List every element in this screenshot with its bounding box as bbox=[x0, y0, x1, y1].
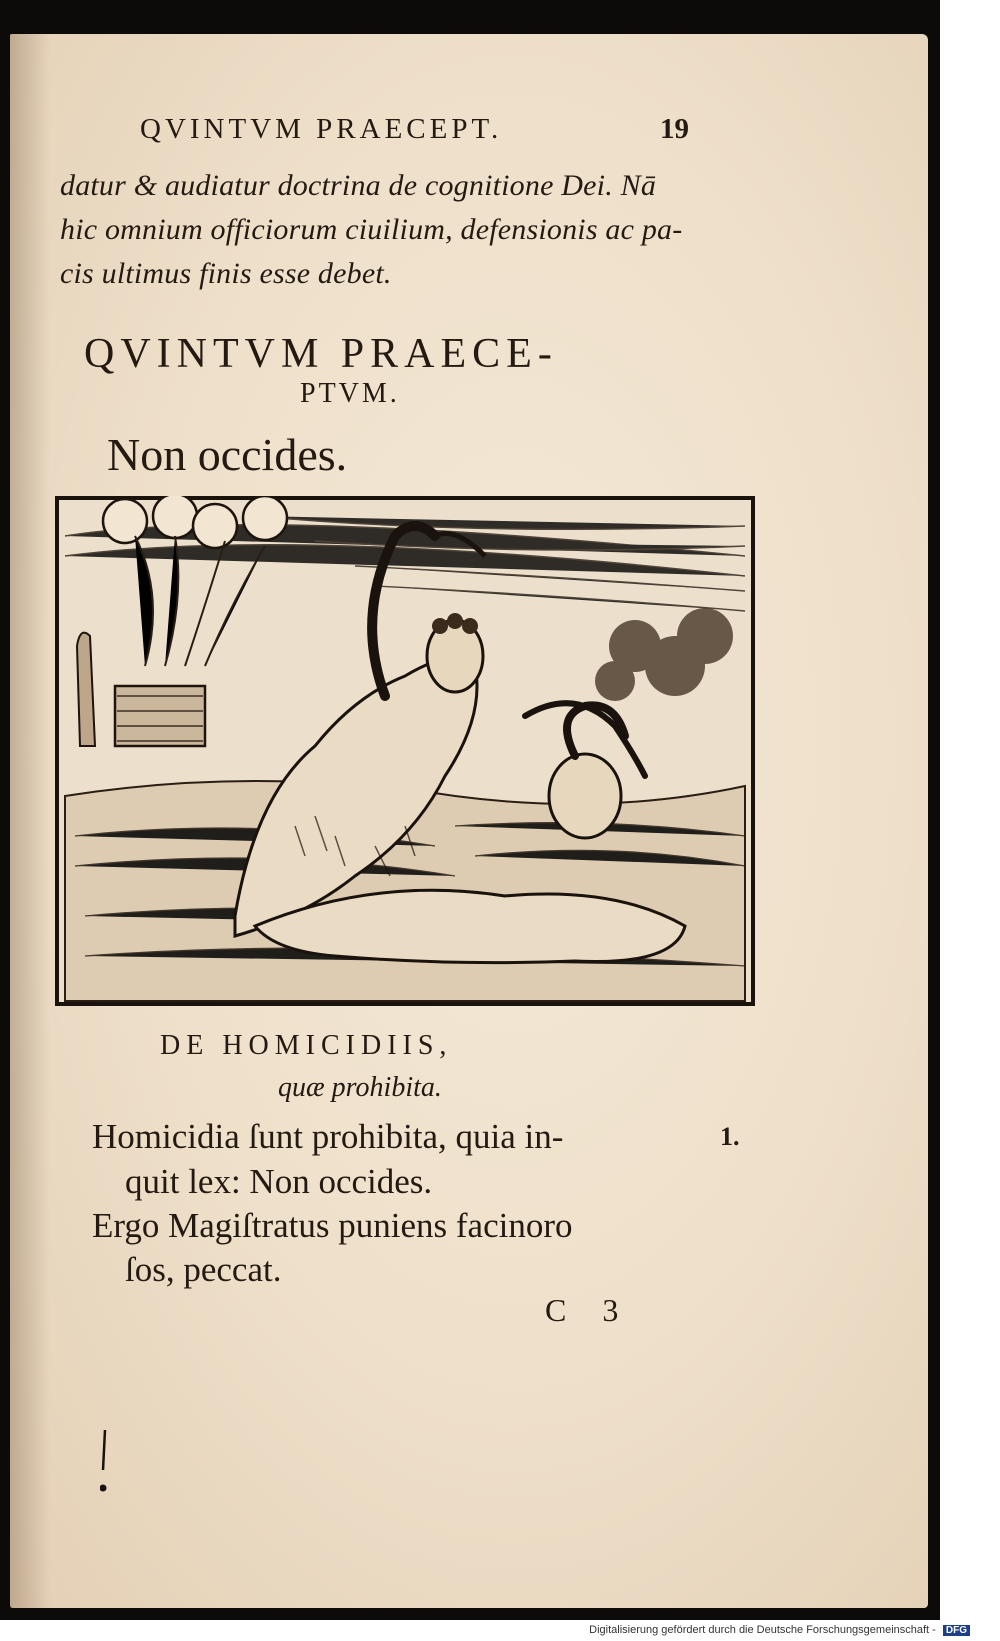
caption-subtitle: quæ prohibita. bbox=[278, 1072, 442, 1103]
footer-credit-text: Digitalisierung gefördert durch die Deutsche Forschungsgemeinschaft - bbox=[589, 1624, 936, 1636]
cain-and-abel-woodcut-icon bbox=[55, 496, 755, 1006]
ink-mark-icon bbox=[100, 1430, 108, 1494]
marginal-number: 1. bbox=[720, 1122, 740, 1151]
running-head: QVINTVM PRAECEPT. bbox=[140, 113, 503, 145]
body-line: ſos, peccat. bbox=[125, 1250, 282, 1289]
footer-credit bbox=[589, 1624, 970, 1636]
section-heading: QVINTVM PRAECE- bbox=[84, 331, 558, 377]
text-line: datur & audiatur doctrina de cognitione Dei. Nā bbox=[60, 169, 657, 202]
commandment-text: Non occides. bbox=[107, 429, 348, 480]
folio-number: 19 bbox=[660, 113, 689, 145]
text-line: cis ultimus finis esse debet. bbox=[60, 257, 392, 290]
gutter-shadow bbox=[10, 34, 50, 1608]
text-line: hic omnium officiorum ciuilium, defensionis ac pa- bbox=[60, 213, 683, 246]
section-heading-continuation: PTVM. bbox=[300, 378, 400, 409]
body-line: Ergo Magiſtratus puniens facinoro bbox=[92, 1206, 573, 1245]
body-line: Homicidia ſunt prohibita, quia in- bbox=[92, 1117, 564, 1156]
signature-mark: C 3 bbox=[545, 1292, 633, 1328]
caption-title: DE HOMICIDIIS, bbox=[160, 1030, 453, 1061]
body-line: quit lex: Non occides. bbox=[125, 1162, 433, 1201]
dfg-logo: DFG bbox=[943, 1625, 970, 1636]
